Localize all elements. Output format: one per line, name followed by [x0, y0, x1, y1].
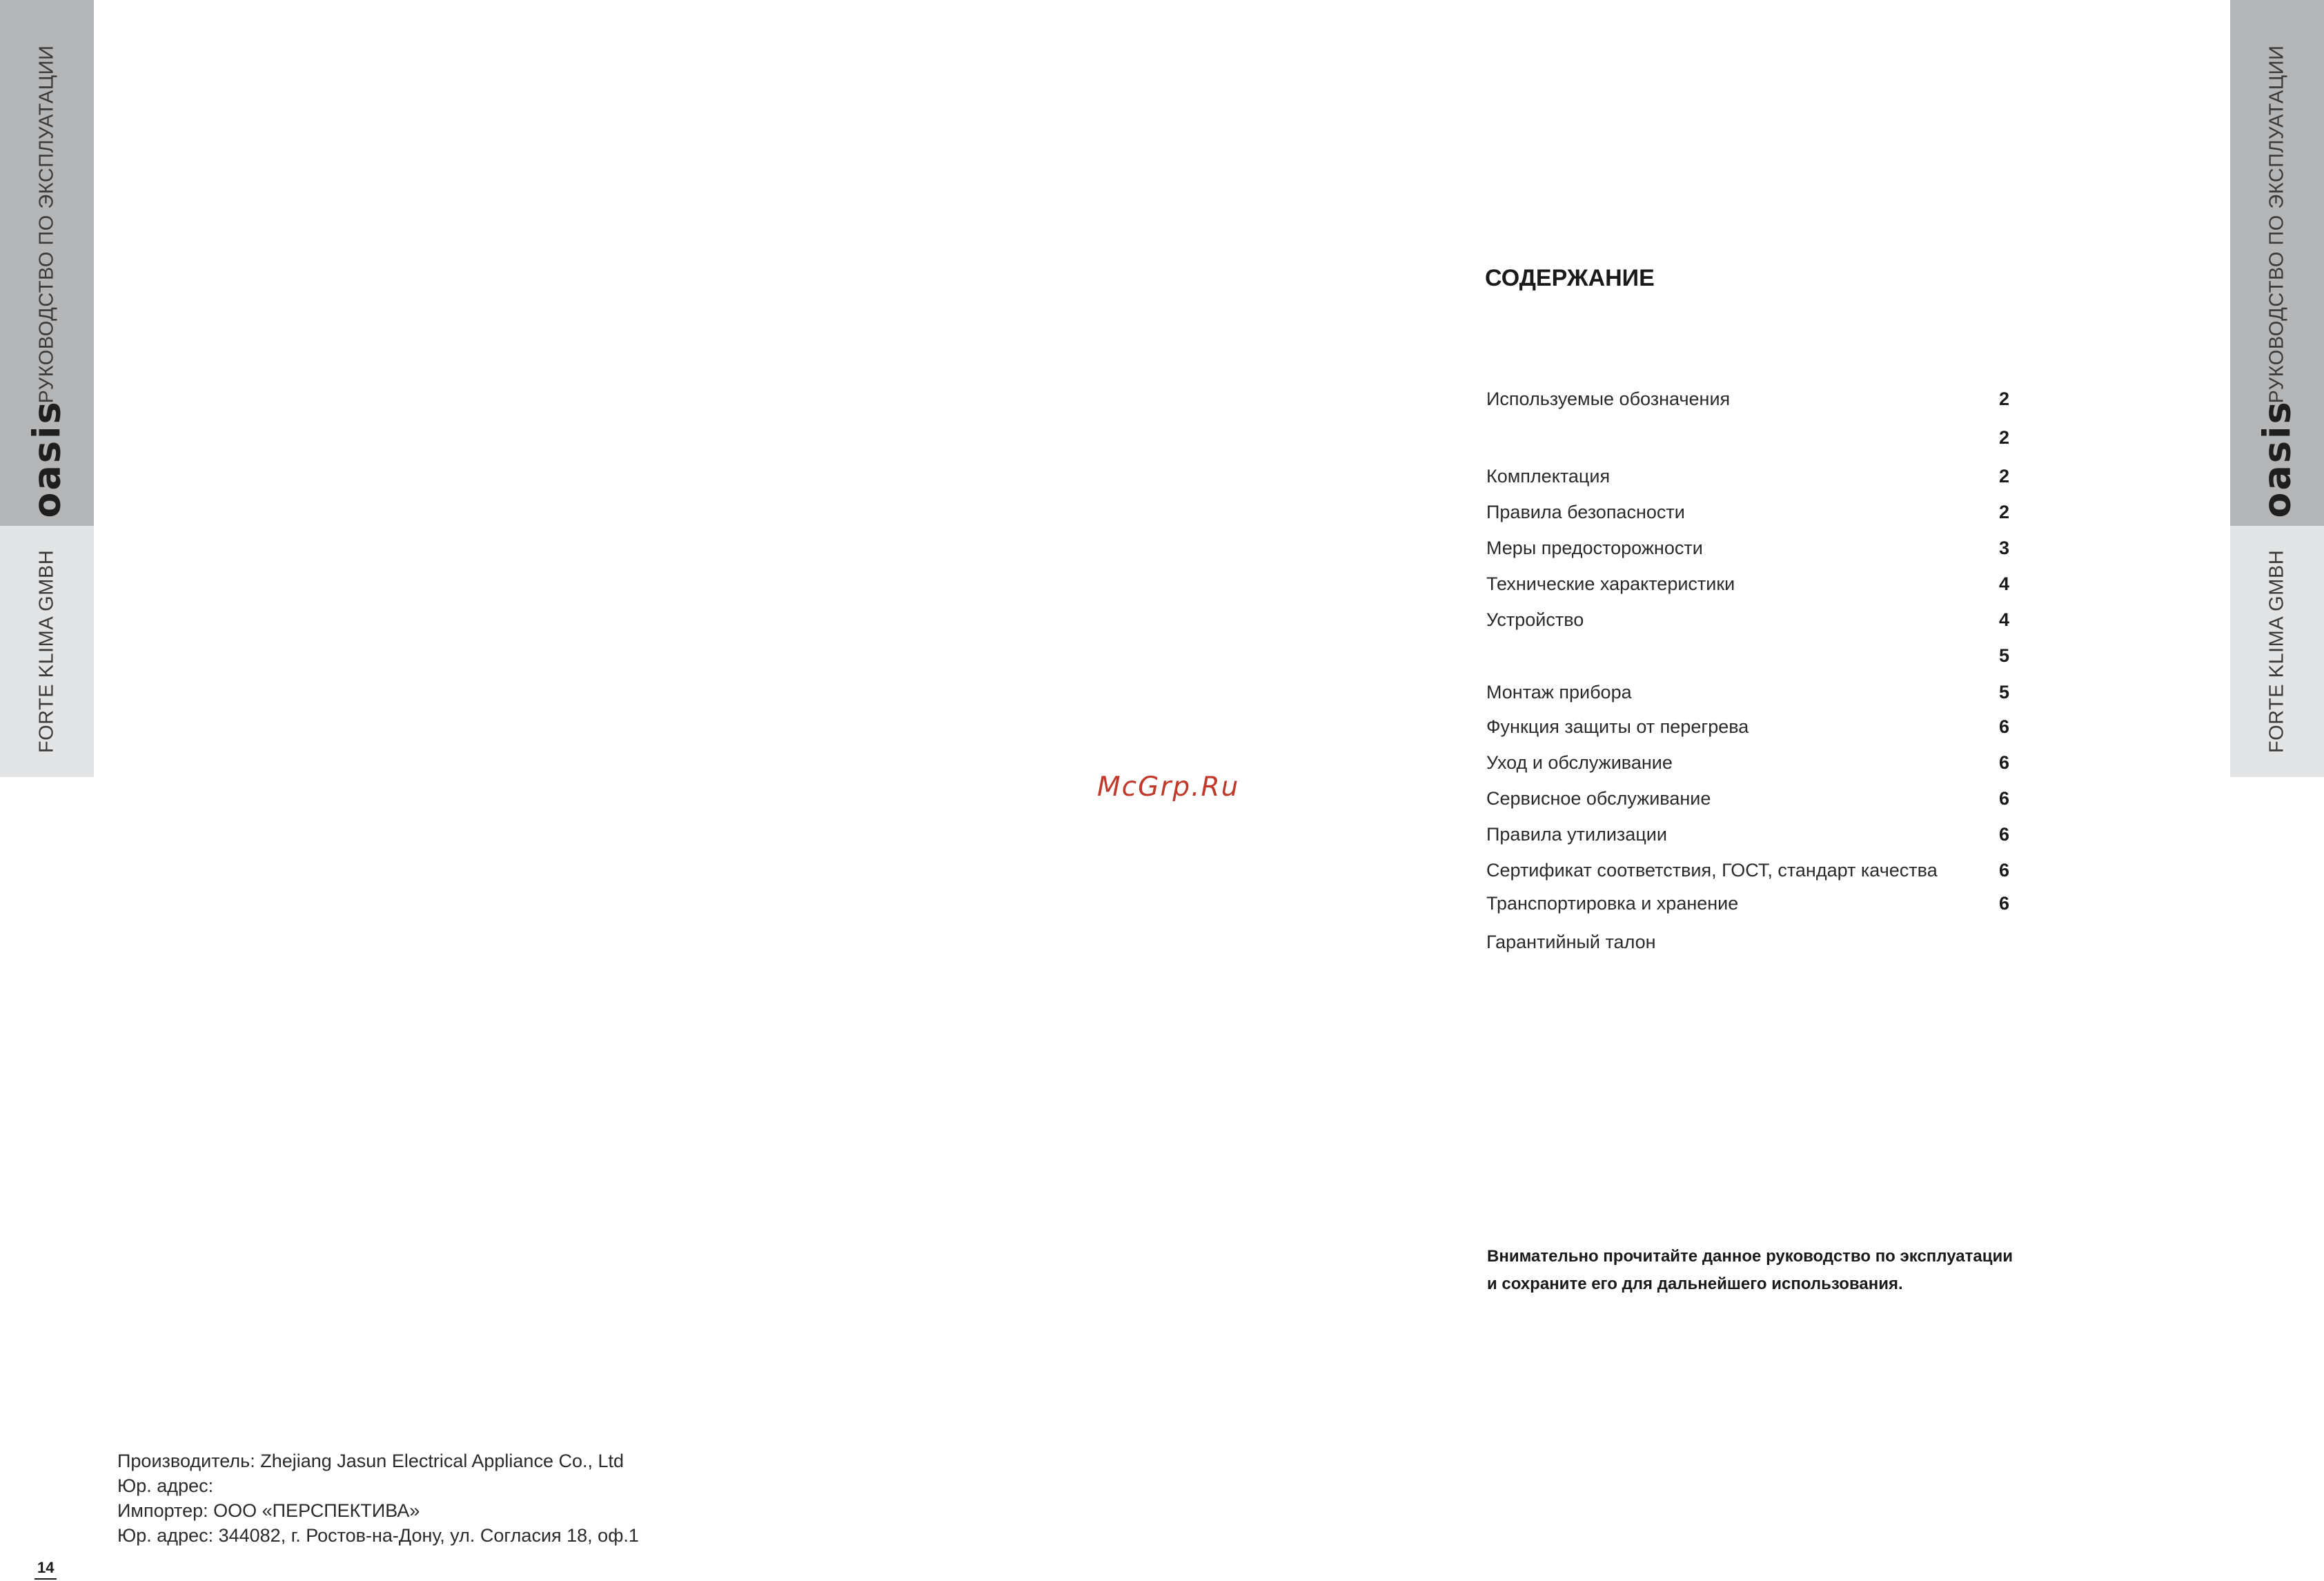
toc-item-label: Комплектация [1486, 466, 1611, 487]
toc-row [1485, 466, 2009, 493]
page-number-rule [35, 1578, 57, 1580]
toc-row [1485, 538, 2009, 565]
toc-row [1485, 682, 2009, 709]
brand-logo: oasis [25, 400, 69, 518]
toc-item-label: Технические характеристики [1486, 573, 1735, 594]
toc-item-label: Сервисное обслуживание [1486, 788, 1711, 809]
toc-item-page: 2 [1999, 427, 2010, 448]
toc-item-label: Устройство [1486, 609, 1584, 630]
watermark: McGrp.Ru [1097, 772, 1240, 803]
toc-item-label: Правила утилизации [1486, 824, 1667, 845]
manufacturer-line: Производитель: Zhejiang Jasun Electrical Appliance Co., Ltd [117, 1451, 624, 1471]
toc-item-page: 6 [1999, 893, 2010, 914]
left-side-tab-light [0, 526, 94, 777]
toc-item-label: Транспортировка и хранение [1486, 893, 1739, 914]
toc-item-page: 4 [1999, 609, 2010, 630]
toc-row [1485, 824, 2009, 852]
toc-title: СОДЕРЖАНИЕ [1485, 265, 1655, 291]
toc-row [1485, 752, 2009, 780]
legal-address-line: Юр. адрес: 344082, г. Ростов-на-Дону, ул. Согласия 18, оф.1 [117, 1525, 639, 1546]
toc-item-page: 2 [1999, 389, 2010, 409]
toc-row [1485, 502, 2009, 529]
manufacturer-info [117, 1449, 639, 1548]
toc-item-label: Правила безопасности [1486, 502, 1685, 522]
toc-item-label: Уход и обслуживание [1486, 752, 1673, 773]
company-label: FORTE KLIMA GMBH [2265, 549, 2288, 754]
toc-item-label: Используемые обозначения [1486, 389, 1731, 409]
toc-row [1485, 716, 2009, 744]
toc-item-label: Меры предосторожности [1486, 538, 1703, 558]
toc-item-page: 6 [1999, 860, 2010, 881]
toc-item-page: 2 [1999, 466, 2010, 487]
toc-row [1485, 609, 2009, 637]
toc-item-label: Сертификат соответствия, ГОСТ, стандарт качества [1486, 860, 1938, 881]
toc-row [1485, 645, 2009, 673]
toc-item-page: 3 [1999, 538, 2010, 558]
read-manual-notice [1487, 1243, 2108, 1298]
toc-item-label: Гарантийный талон [1486, 932, 1656, 952]
toc-row [1485, 573, 2009, 601]
manual-label: РУКОВОДСТВО ПО ЭКСПЛУАТАЦИИ [35, 45, 58, 404]
toc-row [1485, 860, 2009, 887]
right-side-tab-dark [2230, 0, 2324, 526]
toc-row [1485, 788, 2009, 816]
toc-row [1485, 389, 2009, 416]
page-number: 14 [37, 1559, 55, 1576]
notice-line: Внимательно прочитайте данное руководство по эксплуатации [1487, 1247, 2013, 1266]
toc-item-page: 2 [1999, 502, 2010, 522]
toc-item-page: 6 [1999, 716, 2010, 737]
toc-item-page: 6 [1999, 752, 2010, 773]
importer-line: Импортер: ООО «ПЕРСПЕКТИВА» [117, 1500, 420, 1521]
right-side-tab-light [2230, 526, 2324, 777]
toc-row [1485, 893, 2009, 921]
toc-row [1485, 427, 2009, 455]
notice-line: и сохраните его для дальнейшего использования. [1487, 1275, 1903, 1293]
toc-item-page: 6 [1999, 788, 2010, 809]
toc-item-page: 5 [1999, 645, 2010, 666]
toc-item-label: Функция защиты от перегрева [1486, 716, 1749, 737]
toc-row [1485, 932, 2009, 959]
brand-logo: oasis [2255, 400, 2299, 518]
legal-address-line: Юр. адрес: [117, 1475, 214, 1496]
toc-item-label: Монтаж прибора [1486, 682, 1632, 703]
toc-item-page: 4 [1999, 573, 2010, 594]
company-label: FORTE KLIMA GMBH [35, 549, 58, 754]
manual-label: РУКОВОДСТВО ПО ЭКСПЛУАТАЦИИ [2265, 45, 2288, 404]
toc-item-page: 6 [1999, 824, 2010, 845]
left-side-tab-dark [0, 0, 94, 526]
toc-item-page: 5 [1999, 682, 2010, 703]
